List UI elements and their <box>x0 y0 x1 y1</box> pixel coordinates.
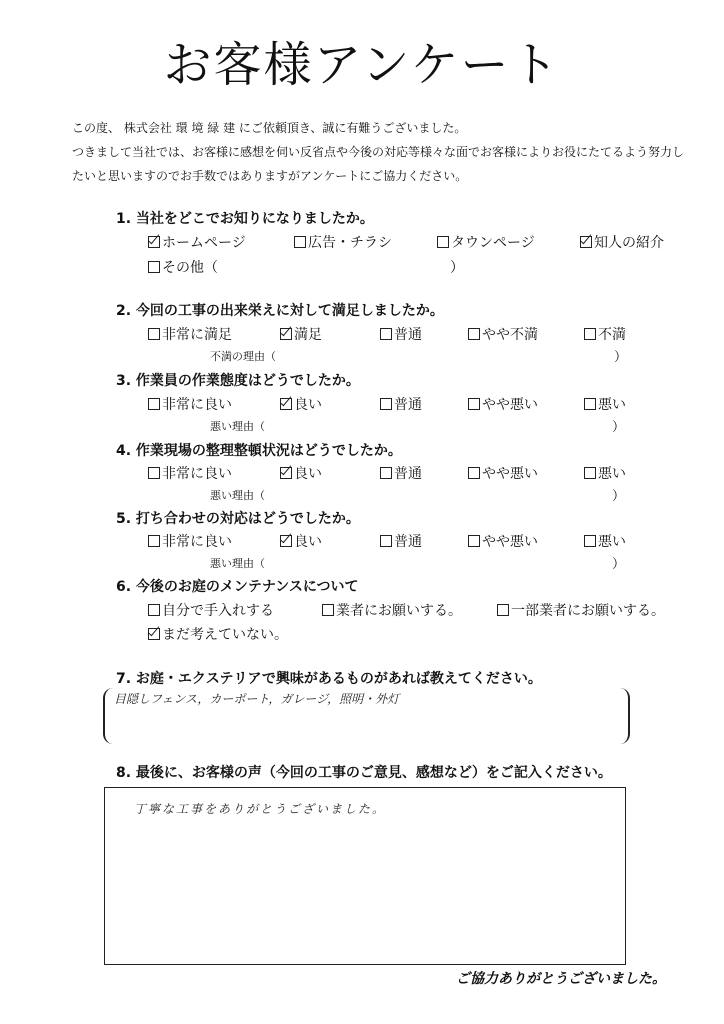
q6-option-1[interactable]: 自分で手入れする <box>148 600 274 620</box>
q5-option-5[interactable]: 悪い <box>584 531 626 551</box>
question-1-label: 1. 当社をどこでお知りになりましたか。 <box>116 211 374 227</box>
q4-option-1[interactable]: 非常に良い <box>148 463 232 483</box>
checkbox[interactable] <box>280 398 292 410</box>
checkbox[interactable] <box>380 398 392 410</box>
q7-answer: 目隠しフェンス，カーポート，ガレージ，照明・外灯 <box>114 692 400 706</box>
q2-option-5[interactable]: 不満 <box>584 324 626 344</box>
q2-option-1[interactable]: 非常に満足 <box>148 324 232 344</box>
q1-other-close: ） <box>450 260 464 276</box>
q5-reason-close: ） <box>612 557 626 572</box>
q3-option-3[interactable]: 普通 <box>380 394 422 414</box>
q2-option-3[interactable]: 普通 <box>380 324 422 344</box>
question-5-label: 5. 打ち合わせの対応はどうでしたか。 <box>116 511 360 527</box>
checkbox[interactable] <box>148 467 160 479</box>
checkbox[interactable] <box>148 236 160 248</box>
question-8-label: 8. 最後に、お客様の声（今回の工事のご意見、感想など）をご記入ください。 <box>116 765 612 781</box>
checkbox[interactable] <box>380 535 392 547</box>
q1-option-flyer[interactable]: 広告・チラシ <box>294 232 392 252</box>
intro-line-2: つきまして当社では、お客様に感想を伺い反省点や今後の対応等様々な面でお客様によりお役にたてるよう努力し <box>72 145 685 159</box>
q3-option-4[interactable]: やや悪い <box>468 394 538 414</box>
q4-reason-close: ） <box>612 489 626 504</box>
checkbox[interactable] <box>148 604 160 616</box>
q6-option-4[interactable]: まだ考えていない。 <box>148 624 288 644</box>
checkbox[interactable] <box>584 467 596 479</box>
q5-option-4[interactable]: やや悪い <box>468 531 538 551</box>
question-4-label: 4. 作業現場の整理整頓状況はどうでしたか。 <box>116 443 402 459</box>
checkbox[interactable] <box>380 328 392 340</box>
question-6-label: 6. 今後のお庭のメンテナンスについて <box>116 579 359 595</box>
checkbox[interactable] <box>580 236 592 248</box>
checkbox[interactable] <box>468 467 480 479</box>
question-2-label: 2. 今回の工事の出来栄えに対して満足しましたか。 <box>116 303 444 319</box>
q2-option-4[interactable]: やや不満 <box>468 324 538 344</box>
q8-answer: 丁寧な工事をありがとうございました。 <box>134 802 387 816</box>
q1-option-other[interactable]: その他（ <box>148 257 218 277</box>
q4-option-5[interactable]: 悪い <box>584 463 626 483</box>
q4-reason-label: 悪い理由（ <box>210 489 265 502</box>
closing-message: ご協力ありがとうございました。 <box>456 971 666 987</box>
checkbox[interactable] <box>148 328 160 340</box>
q3-reason-label: 悪い理由（ <box>210 420 265 433</box>
q1-option-referral[interactable]: 知人の紹介 <box>580 232 664 252</box>
checkbox[interactable] <box>280 535 292 547</box>
checkbox[interactable] <box>294 236 306 248</box>
checkbox[interactable] <box>584 328 596 340</box>
q2-reason-close: ） <box>614 350 628 365</box>
q5-option-2[interactable]: 良い <box>280 531 322 551</box>
checkbox[interactable] <box>468 398 480 410</box>
q3-option-1[interactable]: 非常に良い <box>148 394 232 414</box>
q6-option-2[interactable]: 業者にお願いする。 <box>322 600 462 620</box>
intro-line-1: この度、 株式会社 環 境 緑 建 にご依頼頂き、誠に有難うございました。 <box>72 121 467 135</box>
checkbox[interactable] <box>584 398 596 410</box>
q4-option-2[interactable]: 良い <box>280 463 322 483</box>
question-7-label: 7. お庭・エクステリアで興味があるものがあれば教えてください。 <box>116 671 542 687</box>
question-3-label: 3. 作業員の作業態度はどうでしたか。 <box>116 373 360 389</box>
q2-reason-label: 不満の理由（ <box>210 350 276 363</box>
page-title: お客様アンケート <box>163 37 561 93</box>
q3-reason-close: ） <box>612 420 626 435</box>
q5-option-3[interactable]: 普通 <box>380 531 422 551</box>
checkbox[interactable] <box>468 328 480 340</box>
checkbox[interactable] <box>280 328 292 340</box>
checkbox[interactable] <box>148 261 160 273</box>
q4-option-3[interactable]: 普通 <box>380 463 422 483</box>
checkbox[interactable] <box>468 535 480 547</box>
checkbox[interactable] <box>497 604 509 616</box>
q5-reason-label: 悪い理由（ <box>210 557 265 570</box>
checkbox[interactable] <box>322 604 334 616</box>
q5-option-1[interactable]: 非常に良い <box>148 531 232 551</box>
checkbox[interactable] <box>380 467 392 479</box>
checkbox[interactable] <box>584 535 596 547</box>
checkbox[interactable] <box>280 467 292 479</box>
checkbox[interactable] <box>148 398 160 410</box>
checkbox[interactable] <box>437 236 449 248</box>
q1-option-townpage[interactable]: タウンページ <box>437 232 535 252</box>
q2-option-2[interactable]: 満足 <box>280 324 322 344</box>
intro-line-3: たいと思いますのでお手数ではありますがアンケートにご協力ください。 <box>72 169 468 183</box>
checkbox[interactable] <box>148 535 160 547</box>
q3-option-2[interactable]: 良い <box>280 394 322 414</box>
q4-option-4[interactable]: やや悪い <box>468 463 538 483</box>
q1-option-homepage[interactable]: ホームページ <box>148 232 246 252</box>
q6-option-3[interactable]: 一部業者にお願いする。 <box>497 600 665 620</box>
q3-option-5[interactable]: 悪い <box>584 394 626 414</box>
checkbox[interactable] <box>148 628 160 640</box>
